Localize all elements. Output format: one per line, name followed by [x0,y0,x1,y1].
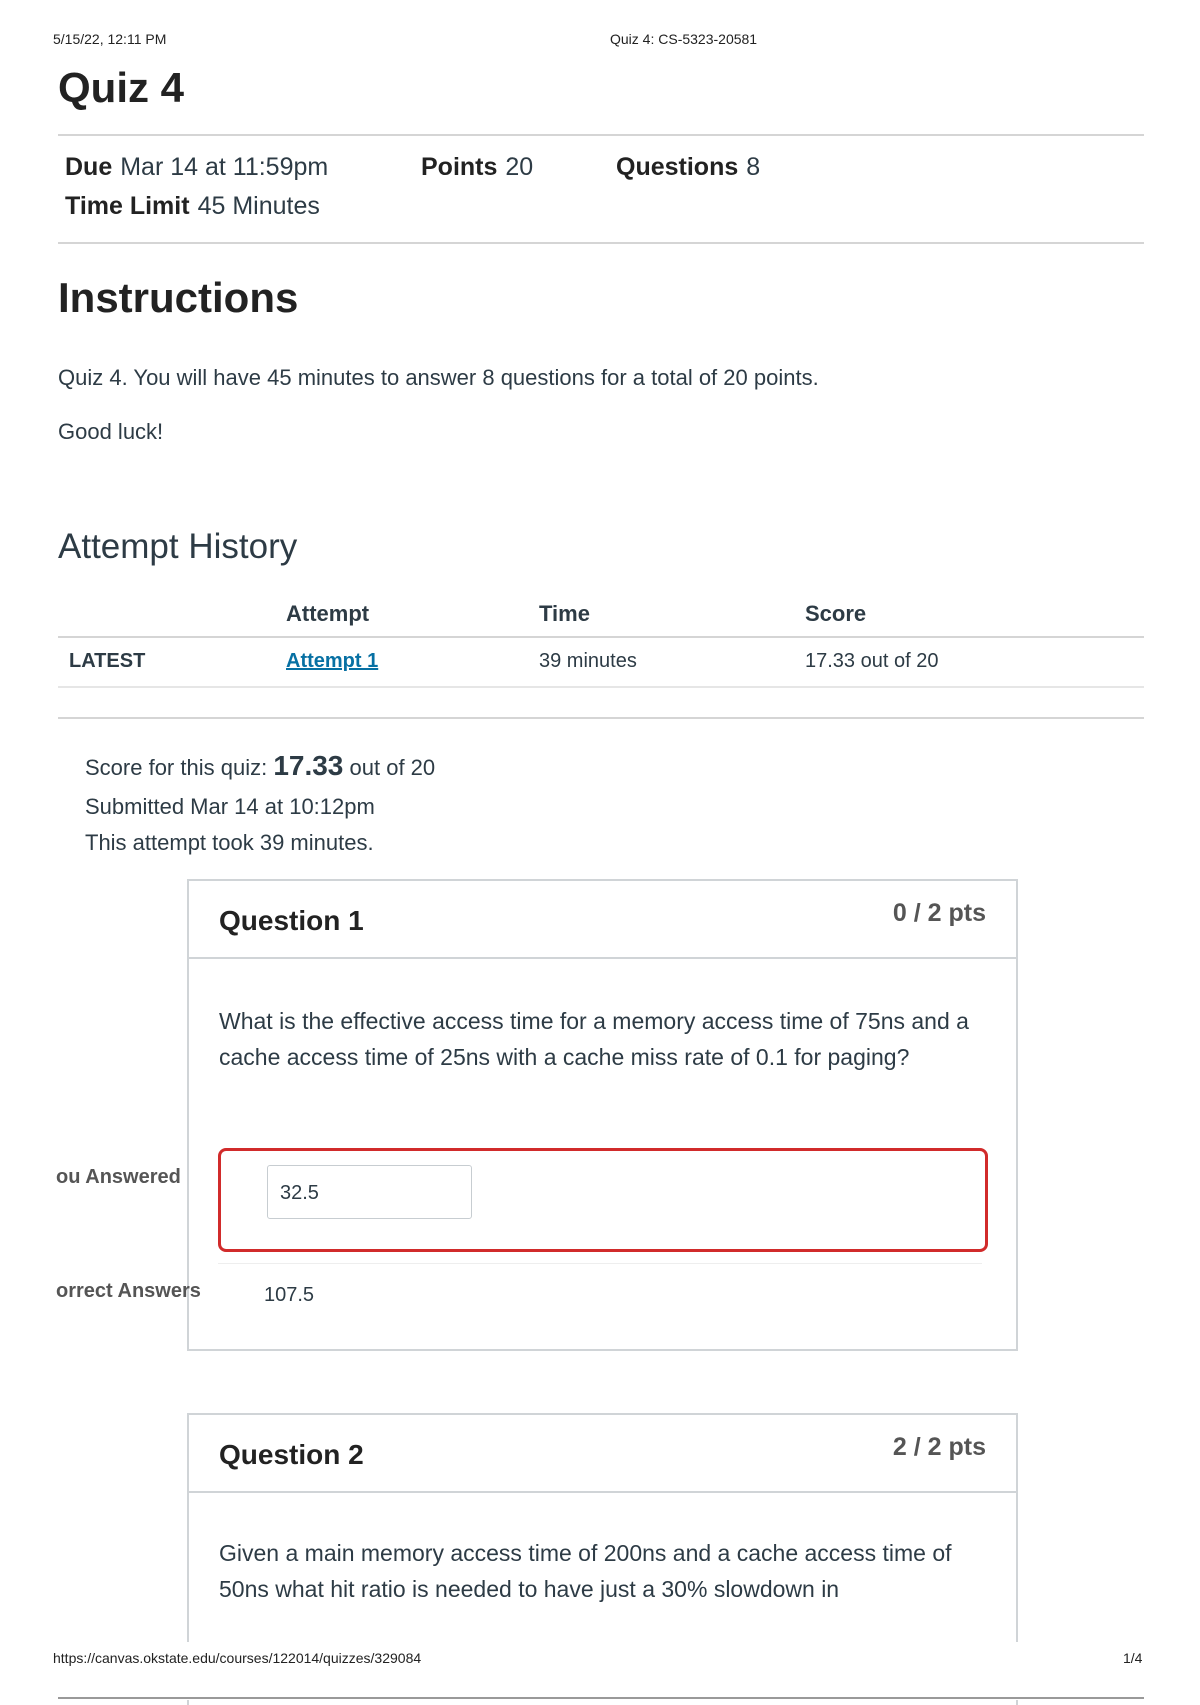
score-value: 17.33 [273,750,344,781]
table-header-divider [58,636,1144,638]
table-header-score: Score [805,601,867,626]
instructions-paragraph: Quiz 4. You will have 45 minutes to answer 8 questions for a total of 20 points. [58,365,819,390]
footer-page-number: 1/4 [1123,1650,1143,1666]
question-text: Given a main memory access time of 200ns and a cache access time of 50ns what hit ratio is needed to have just a 30% slowdown in [219,1540,952,1602]
question-points: 0 / 2 pts [892,899,986,927]
question-points: 2 / 2 pts [892,1433,986,1461]
answer-input[interactable]: 32.5 [267,1165,472,1219]
correct-answers-label: orrect Answers [56,1280,201,1302]
time-limit-value: 45 Minutes [197,192,320,220]
question-text: What is the effective access time for a memory access time of 75ns and a cache access time of 25ns with a cache miss rate of 0.1 for paging? [219,1008,969,1070]
points-label: Points [421,153,498,181]
divider [58,134,1144,136]
quiz-time-limit [65,192,320,221]
question-title: Question 2 [219,1439,364,1470]
answer-divider [218,1263,982,1264]
quiz-title: Quiz 4 [58,64,185,111]
table-header-time: Time [539,601,590,626]
divider [58,717,1144,719]
score-prefix: Score for this quiz: [85,755,268,780]
instructions-title: Instructions [58,274,299,321]
submitted-time: Submitted Mar 14 at 10:12pm [85,794,375,819]
attempt-duration: This attempt took 39 minutes. [85,830,374,855]
due-value: Mar 14 at 11:59pm [120,153,329,181]
due-label: Due [65,153,113,181]
footer-divider [58,1697,1144,1699]
questions-label: Questions [616,153,739,181]
print-page-title: Quiz 4: CS-5323-20581 [610,31,758,47]
question-card [187,879,1018,1351]
question-header [189,881,1016,959]
attempt-link[interactable]: Attempt 1 [286,650,379,672]
wrong-answer-box [218,1148,988,1252]
quiz-due [65,153,328,182]
attempt-row-label: LATEST [69,650,146,672]
you-answered-label: ou Answered [56,1166,181,1188]
attempt-history-title: Attempt History [58,527,298,566]
correct-answer: 107.5 [264,1284,315,1306]
instructions-paragraph: Good luck! [58,419,164,444]
question-header [189,1415,1016,1493]
quiz-score [85,750,435,782]
quiz-points [421,153,533,182]
table-header-attempt: Attempt [286,601,370,626]
attempt-time: 39 minutes [539,650,637,672]
questions-value: 8 [746,153,761,181]
score-suffix: out of 20 [349,755,436,780]
time-limit-label: Time Limit [65,192,190,220]
print-datetime: 5/15/22, 12:11 PM [53,31,167,47]
question-title: Question 1 [219,905,364,936]
points-value: 20 [505,153,534,181]
attempt-score: 17.33 out of 20 [805,650,939,672]
footer-url: https://canvas.okstate.edu/courses/122014/quizzes/329084 [53,1650,422,1666]
quiz-questions [616,153,760,182]
table-row-divider [58,686,1144,688]
divider [58,242,1144,244]
